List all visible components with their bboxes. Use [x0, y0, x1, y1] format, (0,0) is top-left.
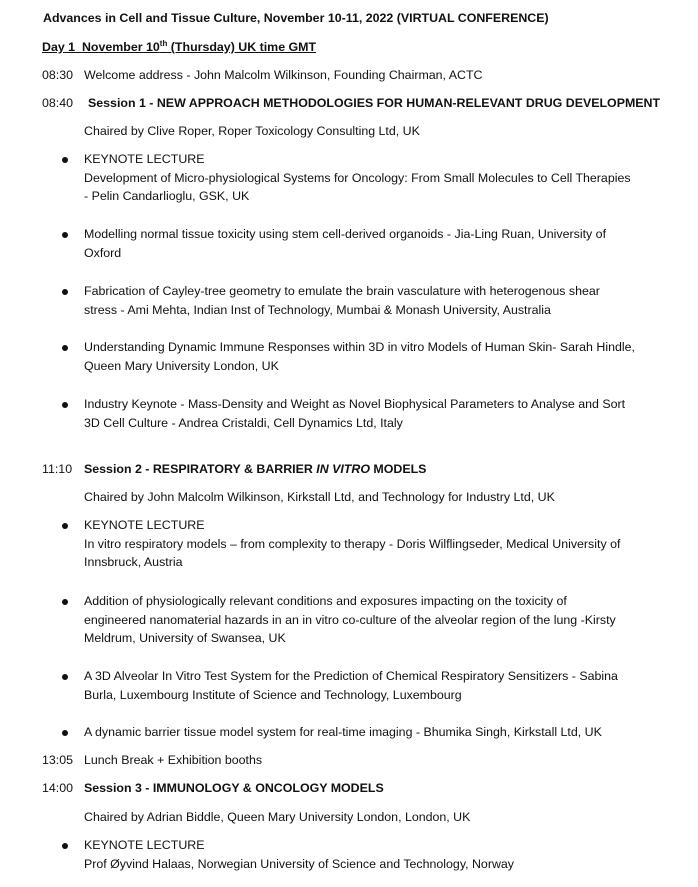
item-line: Innsbruck, Austria — [84, 555, 183, 569]
item-line: Oxford — [84, 245, 122, 260]
session3-chair: Chaired by Adrian Biddle, Queen Mary University London, London, UK — [84, 810, 471, 824]
item-line: Modelling normal tissue toxicity using stem cell-derived organoids - Jia-Ling Ruan, University of — [84, 227, 607, 241]
item-line: - Pelin Candarlioglu, GSK, UK — [84, 189, 250, 203]
session3-item — [84, 836, 664, 873]
item-line: Development of Micro-physiological Systems for Oncology: From Small Molecules to Cell Therapies — [84, 170, 631, 185]
session2-chair: Chaired by John Malcolm Wilkinson, Kirkstall Ltd, and Technology for Industry Ltd, UK — [84, 490, 555, 504]
bullet-icon — [62, 674, 68, 680]
bullet-icon — [62, 730, 68, 736]
item-line: In vitro respiratory models – from complexity to therapy - Doris Wilflingseder, Medical University of — [84, 536, 621, 551]
session2-title-text: Session 2 - RESPIRATORY & BARRIER — [84, 462, 317, 476]
item-line: KEYNOTE LECTURE — [84, 518, 205, 532]
session1-item — [84, 225, 664, 262]
lunch-time: 13:05 — [42, 753, 74, 767]
day-date-rest: (Thursday) UK time GMT — [167, 40, 317, 54]
bullet-icon — [62, 232, 68, 238]
item-line: Burla, Luxembourg Institute of Science and Technology, Luxembourg — [84, 687, 462, 702]
item-line: Fabrication of Cayley-tree geometry to emulate the brain vasculature with heterogenous shear — [84, 284, 600, 298]
item-line: Understanding Dynamic Immune Responses within 3D in vitro Models of Human Skin- Sarah Hindle, — [84, 340, 635, 354]
session1-chair: Chaired by Clive Roper, Roper Toxicology Consulting Ltd, UK — [84, 124, 420, 138]
session2-time: 11:10 — [42, 462, 73, 476]
session3-time: 14:00 — [42, 781, 74, 795]
day-date-suffix: th — [159, 38, 168, 48]
lunch-text: Lunch Break + Exhibition booths — [84, 753, 263, 767]
session1-item — [84, 338, 664, 375]
session2-item — [84, 667, 664, 704]
welcome-text: Welcome address - John Malcolm Wilkinson, Founding Chairman, ACTC — [84, 68, 483, 82]
conference-title: Advances in Cell and Tissue Culture, November 10-11, 2022 (VIRTUAL CONFERENCE) — [43, 11, 549, 25]
bullet-icon — [62, 157, 68, 163]
item-line: Queen Mary University London, UK — [84, 358, 279, 373]
bullet-icon — [62, 402, 68, 408]
session2-title — [84, 460, 426, 479]
item-line: stress - Ami Mehta, Indian Inst of Technology, Mumbai & Monash University, Australia — [84, 302, 551, 317]
item-line: Prof Øyvind Halaas, Norwegian University of Science and Technology, Norway — [84, 856, 514, 871]
item-line: 3D Cell Culture - Andrea Cristaldi, Cell Dynamics Ltd, Italy — [84, 415, 403, 430]
bullet-icon — [62, 599, 68, 605]
bullet-icon — [62, 523, 68, 529]
session1-time: 08:40 — [42, 96, 74, 110]
session1-item — [84, 395, 664, 432]
item-line: A dynamic barrier tissue model system for real-time imaging - Bhumika Singh, Kirkstall Ltd, UK — [84, 725, 602, 739]
day-date: November 10 — [81, 40, 160, 54]
session2-title-emphasis: IN VITRO — [316, 462, 370, 476]
bullet-icon — [62, 345, 68, 351]
item-line: Meldrum, University of Swansea, UK — [84, 631, 286, 645]
welcome-time: 08:30 — [42, 68, 74, 82]
session3-title: Session 3 - IMMUNOLOGY & ONCOLOGY MODELS — [84, 781, 384, 795]
session2-item — [84, 516, 664, 572]
session1-item — [84, 150, 664, 206]
session2-item — [84, 592, 664, 648]
item-line: KEYNOTE LECTURE — [84, 838, 205, 852]
item-line: Addition of physiologically relevant conditions and exposures impacting on the toxicity of — [84, 594, 567, 608]
day-label: Day 1 — [42, 40, 76, 54]
item-line: engineered nanomaterial hazards in an in vitro co-culture of the alveolar region of the lung -Kirsty — [84, 612, 616, 627]
day-heading — [42, 38, 316, 57]
session1-item — [84, 282, 664, 319]
session2-title-suffix: MODELS — [369, 462, 427, 476]
item-line: KEYNOTE LECTURE — [84, 152, 205, 166]
bullet-icon — [62, 843, 68, 849]
bullet-icon — [62, 289, 68, 295]
item-line: A 3D Alveolar In Vitro Test System for the Prediction of Chemical Respiratory Sensitizers - Sabina — [84, 669, 618, 683]
session2-item — [84, 723, 664, 742]
session1-title: Session 1 - NEW APPROACH METHODOLOGIES FOR HUMAN-RELEVANT DRUG DEVELOPMENT — [88, 96, 661, 110]
item-line: Industry Keynote - Mass-Density and Weight as Novel Biophysical Parameters to Analyse and Sort — [84, 397, 626, 411]
